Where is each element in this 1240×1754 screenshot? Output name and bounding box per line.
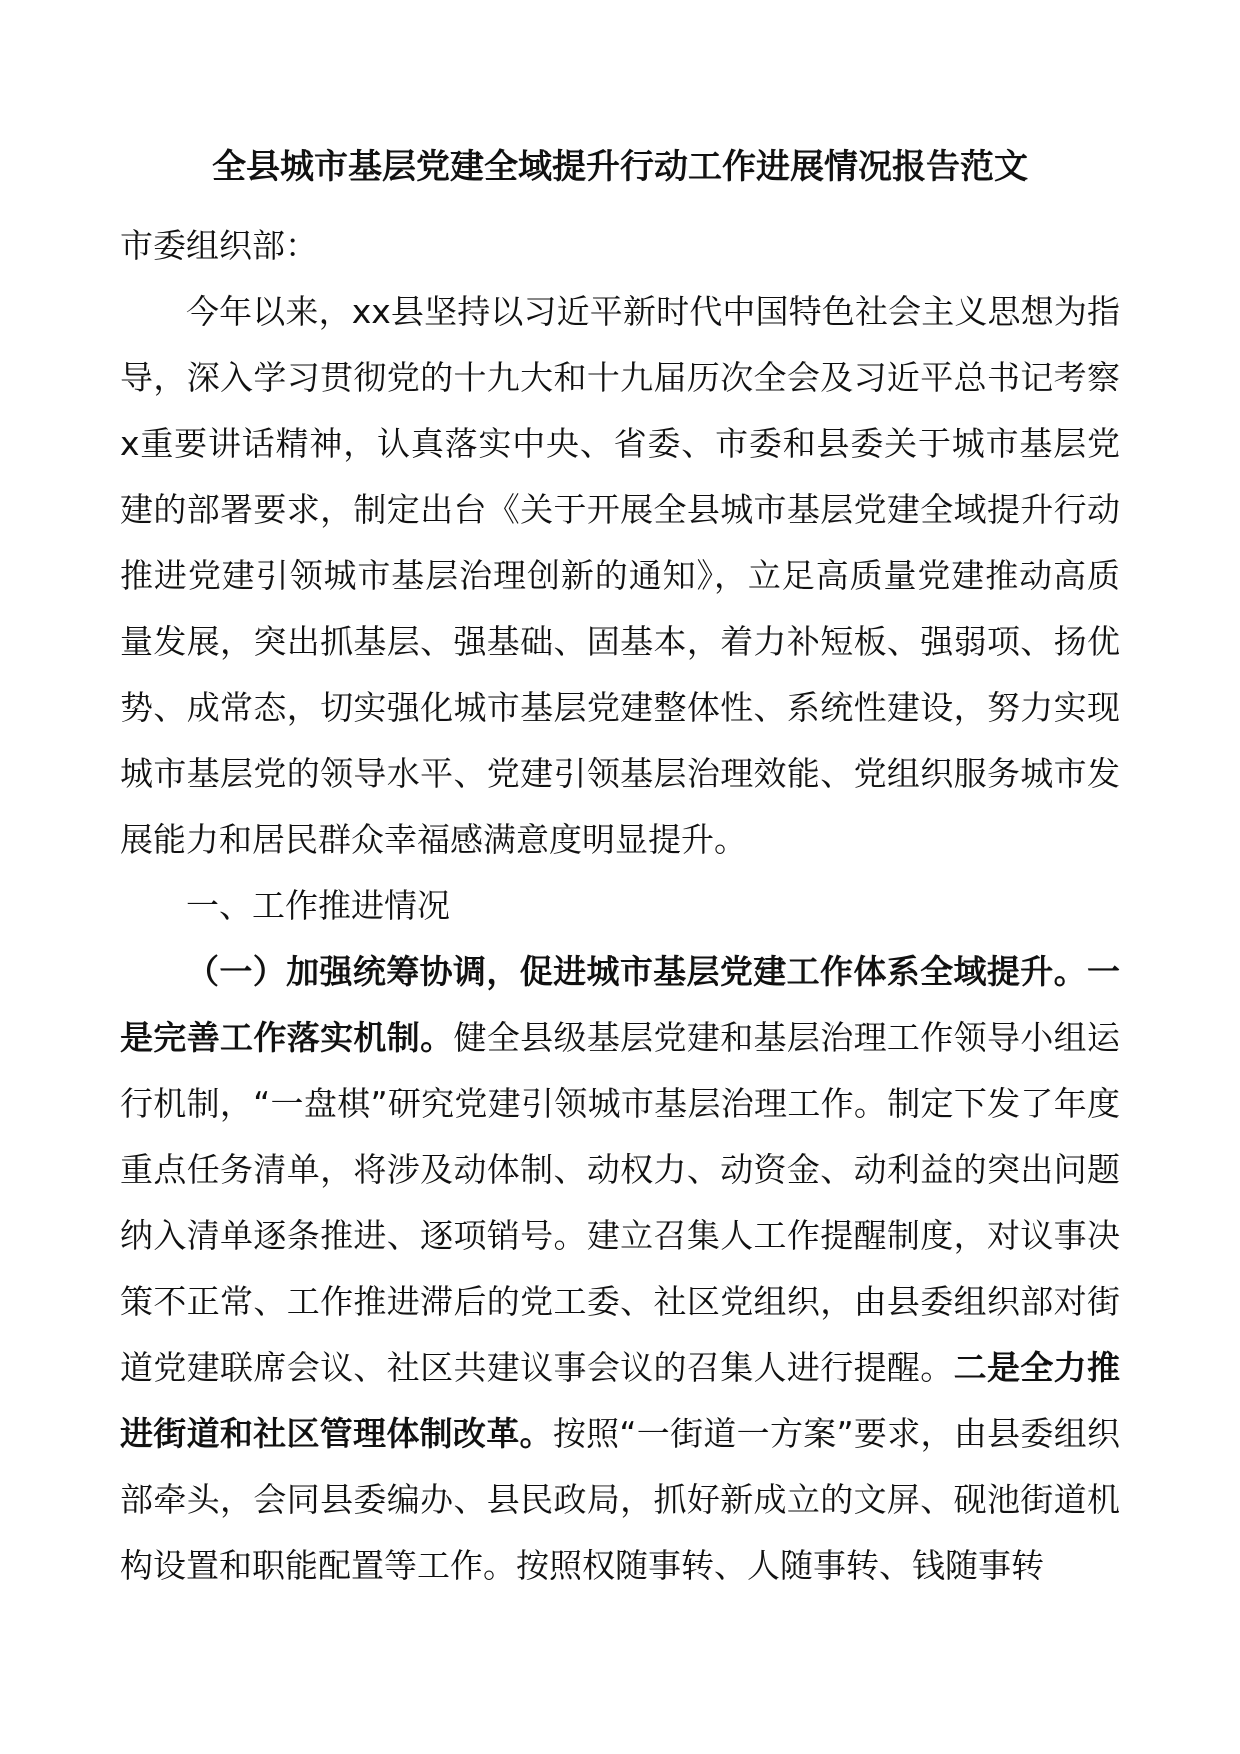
salutation: 市委组织部： [120,226,318,265]
point-1-text: 健全县级基层党建和基层治理工作领导小组运行机制，“一盘棋”研究党建引领城市基层治理工作。制定下发了年度重点任务清单，将涉及动体制、动权力、动资金、动利益的突出问题纳入清单逐条推进、逐项销号。建立召集人工作提醒制度，对议事决策不正常、工作推进滞后的党工委、社区党组织，由县委组织部对街道党建联席会议、社区共建议事会议的召集人进行提醒。 [120,1018,1121,1387]
document-body [120,213,1120,1599]
subsection-paragraph [120,939,1120,1599]
intro-paragraph: 今年以来，xx县坚持以习近平新时代中国特色社会主义思想为指导，深入学习贯彻党的十九大和十九届历次全会及习近平总书记考察x重要讲话精神，认真落实中央、省委、市委和县委关于城市基层党建的部署要求，制定出台《关于开展全县城市基层党建全域提升行动推进党建引领城市基层治理创新的通知》，立足高质量党建推动高质量发展，突出抓基层、强基础、固基本，着力补短板、强弱项、扬优势、成常态，切实强化城市基层党建整体性、系统性建设，努力实现城市基层党的领导水平、党建引领基层治理效能、党组织服务城市发展能力和居民群众幸福感满意度明显提升。 [120,292,1120,859]
section-heading: 一、工作推进情况 [186,886,450,925]
point-2-text: 按照“一街道一方案”要求，由县委组织部牵头，会同县委编办、县民政局，抓好新成立的文屏、砚池街道机构设置和职能配置等工作。按照权随事转、人随事转、钱随事转 [120,1414,1120,1585]
document-title: 全县城市基层党建全域提升行动工作进展情况报告范文 [212,147,1028,187]
point-2-label: 二是全力推进街道和社区管理体制改革。 [120,1348,1121,1453]
subsection-heading: （一）加强统筹协调，促进城市基层党建工作体系全域提升。 [186,952,1087,991]
point-1-label: 一是完善工作落实机制。 [120,952,1120,1057]
